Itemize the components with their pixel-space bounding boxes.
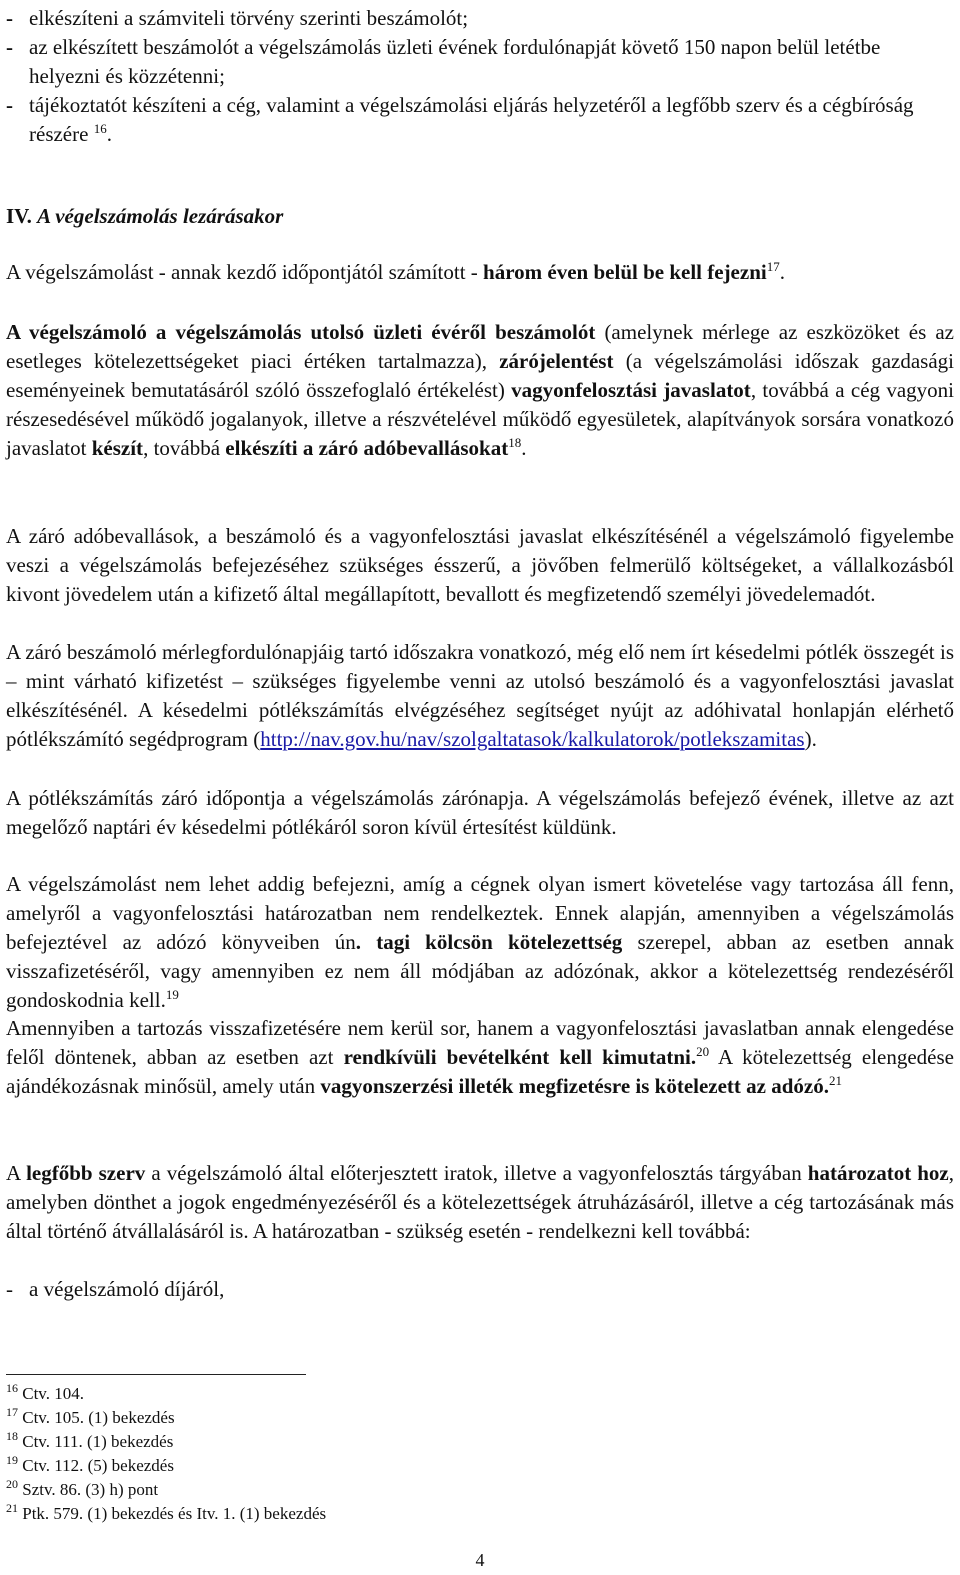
footnote: $^{21}$ Ptk. 579. (1) bekezdés és Itv. 1. (1) bekezdés [6, 1501, 327, 1523]
list-item: - tájékoztatót készíteni a cég, valamint a végelszámolási eljárás helyzetéről a legfőbb szerv és a cégbíróság részére $^{16}$. [6, 91, 954, 149]
footnote: $^{18}$ Ctv. 111. (1) bekezdés [6, 1429, 174, 1451]
paragraph: A végelszámolást nem lehet addig befejezni, amíg a cégnek olyan ismert követelése vagy tartozása áll fenn, amelyről a vagyonfelosztási határozatban nem rendelkeztek. Ennek alapján, amennyiben a végelszámolás befejeztével az adózó könyveiben ún. tagi kölcsön kötelezettség szerepel, abban az esetben annak visszafizetéséről, vagy amennyiben ez nem áll módjában az adózónak, akkor a kötelezettség rendezéséről gondoskodnia kell.$^{19}$ [6, 872, 954, 1012]
footnote: $^{17}$ Ctv. 105. (1) bekezdés [6, 1405, 175, 1427]
paragraph: A pótlékszámítás záró időpontja a végelszámolás zárónapja. A végelszámolás befejező évének, illetve az azt megelőző naptári év késedelmi pótlékáról soron kívül értesítést küldünk. [6, 786, 954, 839]
list-item: - a végelszámoló díjáról, [6, 1275, 954, 1304]
footnote: $^{20}$ Sztv. 86. (3) h) pont [6, 1477, 159, 1499]
paragraph: A végelszámoló a végelszámolás utolsó üzleti évéről beszámolót (amelynek mérlege az eszközöket és az esetleges kötelezettségeket piaci értéken tartalmazza), zárójelentést (a végelszámolási időszak gazdasági eseményeinek bemutatásáról szóló összefoglaló értékelést) vagyonfelosztási javaslatot, továbbá a cég vagyoni részesedésével működő jogalanyok, illetve a részvételével működő egyesületek, alapítványok sorsára vonatkozó javaslatot készít, továbbá elkészíti a záró adóbevallásokat$^{18}$. [6, 320, 954, 460]
list-item-text: az elkészített beszámolót a végelszámolás üzleti évének fordulónapját követő 150 napon belül letétbe helyezni és közzétenni; [29, 35, 881, 88]
footnote-ref: 21 [829, 1073, 842, 1088]
paragraph: Amennyiben a tartozás visszafizetésére nem kerül sor, hanem a vagyonfelosztási javaslatban annak elengedése felől döntenek, abban az esetben azt rendkívüli bevételként kell kimutatni.$^{20}$ A kötelezettség elengedése ajándékozásnak minősül, amely után vagyonszerzési illeték megfizetésre is kötelezett az adózó.$^{21}$ [6, 1016, 954, 1098]
footnote-ref: 19 [165, 987, 179, 1002]
page-number: 4 [475, 1550, 485, 1570]
footnote-ref: 17 [766, 259, 780, 274]
footnote-ref: 18 [508, 435, 522, 450]
list-item-text: a végelszámoló díjáról, [29, 1277, 225, 1301]
section-heading [6, 202, 954, 231]
potlek-calculator-link[interactable]: http://nav.gov.hu/nav/szolgaltatasok/kalkulatorok/potlekszamitas [260, 727, 805, 751]
footnote: $^{16}$ Ctv. 104. [6, 1381, 84, 1403]
paragraph: A záró adóbevallások, a beszámoló és a vagyonfelosztási javaslat elkészítésénél a végelszámoló figyelembe veszi a végelszámolás befejezéséhez szükséges ésszerű, a jövőben felmerülő költségeket, a vállalkozásból kivont jövedelem után a kifizető által megállapított, bevallott és megfizetendő személyi jövedelemadót. [6, 524, 954, 606]
paragraph: A záró beszámoló mérlegfordulónapjáig tartó időszakra vonatkozó, még elő nem írt késedelmi pótlék összegét is – mint várható kifizetést – szükséges figyelembe venni az utolsó beszámoló és a vagyonfelosztási javaslat elkészítésénél. A késedelmi pótlékszámítás elvégzéséhez segítséget nyújt az adóhivatal honlapján elérhető pótlékszámító segédprogram (http://nav.gov.hu/nav/szolgaltatasok/kalkulatorok/potlekszamitas). [6, 640, 954, 751]
list-item-text: elkészíteni a számviteli törvény szerinti beszámolót; [29, 6, 469, 30]
footnote: $^{19}$ Ctv. 112. (5) bekezdés [6, 1453, 174, 1475]
paragraph: A végelszámolást - annak kezdő időpontjától számított - három éven belül be kell fejezni$^{17}$. [6, 259, 785, 284]
footnote-ref: 16 [93, 121, 107, 136]
decision-list [6, 1275, 954, 1304]
list-item-text: tájékoztatót készíteni a cég, valamint a végelszámolási eljárás helyzetéről a legfőbb szerv és a cégbíróság részére $^{16}$. [29, 93, 914, 146]
list-item: - az elkészített beszámolót a végelszámolás üzleti évének fordulónapját követő 150 napon belül letétbe helyezni és közzétenni; [6, 33, 954, 91]
intro-list [6, 4, 954, 149]
section-title: A végelszámolás lezárásakor [37, 204, 284, 228]
footnote-ref: 20 [696, 1044, 710, 1059]
footnote-separator [6, 1374, 306, 1375]
section-number: IV. [6, 204, 32, 228]
list-item: - elkészíteni a számviteli törvény szerinti beszámolót; [6, 4, 954, 33]
paragraph: A legfőbb szerv a végelszámoló által előterjesztett iratok, illetve a vagyonfelosztás tárgyában határozatot hoz, amelyben dönthet a jogok engedményezéséről és a kötelezettségek átruházásáról, illetve a cég tartozásának más által történő átvállalásáról is. A határozatban - szükség esetén - rendelkezni kell továbbá: [6, 1161, 954, 1243]
